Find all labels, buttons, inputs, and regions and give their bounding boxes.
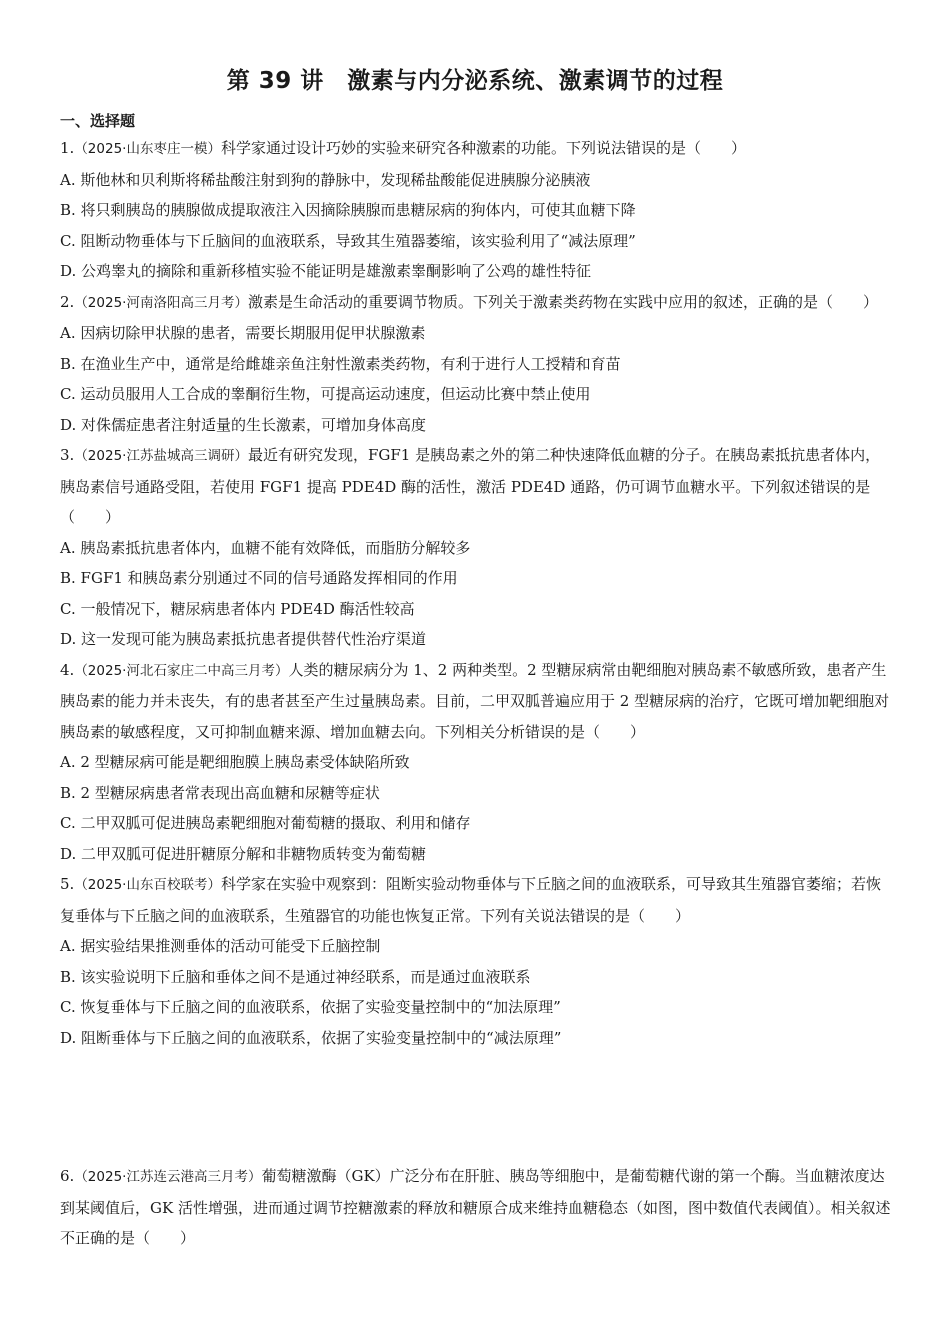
question-number: 3. <box>60 446 75 464</box>
question-group-1-5 <box>60 133 892 1053</box>
question-number: 5. <box>60 875 75 893</box>
question-source: （2025·山东枣庄一模） <box>74 141 221 157</box>
option-a: A. 据实验结果推测垂体的活动可能受下丘脑控制 <box>60 937 381 955</box>
question-stem: 人类的糖尿病分为 1、2 两种类型。2 型糖尿病常由靶细胞对胰岛素不敏感所致，患者产生胰岛素的能力并未丧失，有的患者甚至产生过量胰岛素。目前，二甲双胍普遍应用于 2 型糖尿病的治疗，它既可增加靶细胞对胰岛素的敏感程度，又可抑制血糖来源、增加血糖去向。下列相关分析错误的是（ ） <box>60 660 890 741</box>
question-source: （2025·河南洛阳高三月考） <box>74 294 248 311</box>
question-6 <box>60 1161 892 1254</box>
option-d: D. 公鸡睾丸的摘除和重新移植实验不能证明是雄激素睾酮影响了公鸡的雄性特征 <box>60 262 592 280</box>
section-heading: 一、选择题 <box>60 112 136 130</box>
option-c: C. 运动员服用人工合成的睾酮衍生物，可提高运动速度，但运动比赛中禁止使用 <box>60 385 591 403</box>
option-b: B. 在渔业生产中，通常是给雌雄亲鱼注射性激素类药物，有利于进行人工授精和育苗 <box>60 354 621 373</box>
question-stem: 激素是生命活动的重要调节物质。下列关于激素类药物在实践中应用的叙述，正确的是（ ） <box>247 292 878 311</box>
question-stem: 科学家通过设计巧妙的实验来研究各种激素的功能。下列说法错误的是（ ） <box>220 139 746 157</box>
option-a: A. 胰岛素抵抗患者体内，血糖不能有效降低，而脂肪分解较多 <box>60 538 471 557</box>
question-stem: 科学家在实验中观察到：阻断实验动物垂体与下丘脑之间的血液联系，可导致其生殖器官萎缩；若恢复垂体与下丘脑之间的血液联系，生殖器官的功能也恢复正常。下列有关说法错误的是（ ） <box>60 875 881 925</box>
option-d: D. 这一发现可能为胰岛素抵抗患者提供替代性治疗渠道 <box>60 630 427 648</box>
option-a: A. 2 型糖尿病可能是靶细胞膜上胰岛素受体缺陷所致 <box>60 753 410 771</box>
question-group-6 <box>60 1161 892 1254</box>
question-4 <box>60 655 892 748</box>
question-stem: 葡萄糖激酶（GK）广泛分布在肝脏、胰岛等细胞中，是葡萄糖代谢的第一个酶。当血糖浓度达到某阈值后，GK 活性增强，进而通过调节控糖激素的释放和糖原合成来维持血糖稳态（如图，图中数值代表阈值）。相关叙述不正确的是（ ） <box>60 1167 891 1247</box>
question-source: （2025·河北石家庄二中高三月考） <box>74 662 289 679</box>
question-number: 1. <box>60 139 75 157</box>
option-a: A. 斯他林和贝利斯将稀盐酸注射到狗的静脉中，发现稀盐酸能促进胰腺分泌胰液 <box>60 170 591 189</box>
option-b: B. 将只剩胰岛的胰腺做成提取液注入因摘除胰腺而患糖尿病的狗体内，可使其血糖下降 <box>60 201 636 219</box>
question-2 <box>60 287 892 319</box>
question-number: 2. <box>60 292 75 311</box>
option-c: C. 恢复垂体与下丘脑之间的血液联系，依据了实验变量控制中的“加法原理” <box>60 998 561 1016</box>
option-c: C. 二甲双胍可促进胰岛素靶细胞对葡萄糖的摄取、利用和储存 <box>60 814 471 832</box>
option-d: D. 阻断垂体与下丘脑之间的血液联系，依据了实验变量控制中的“减法原理” <box>60 1028 562 1047</box>
question-source: （2025·江苏盐城高三调研） <box>74 448 248 464</box>
option-a: A. 因病切除甲状腺的患者，需要长期服用促甲状腺激素 <box>60 324 426 342</box>
page-title: 第 39 讲 激素与内分泌系统、激素调节的过程 <box>226 68 724 94</box>
question-number: 6. <box>60 1167 75 1185</box>
question-1 <box>60 133 892 165</box>
option-b: B. 该实验说明下丘脑和垂体之间不是通过神经联系，而是通过血液联系 <box>60 967 531 986</box>
question-stem: 最近有研究发现，FGF1 是胰岛素之外的第二种快速降低血糖的分子。在胰岛素抵抗患者体内，胰岛素信号通路受阻，若使用 FGF1 提高 PDE4D 酶的活性，激活 PDE4D 通路，仍可调节血糖水平。下列叙述错误的是（ ） <box>60 446 881 526</box>
question-3 <box>60 440 892 533</box>
question-source: （2025·江苏连云港高三月考） <box>74 1169 262 1185</box>
question-source: （2025·山东百校联考） <box>74 877 221 893</box>
option-d: D. 二甲双胍可促进肝糖原分解和非糖物质转变为葡萄糖 <box>60 844 427 863</box>
option-b: B. 2 型糖尿病患者常表现出高血糖和尿糖等症状 <box>60 783 380 802</box>
option-c: C. 阻断动物垂体与下丘脑间的血液联系，导致其生殖器萎缩，该实验利用了“减法原理” <box>60 231 636 250</box>
option-d: D. 对侏儒症患者注射适量的生长激素，可增加身体高度 <box>60 415 427 434</box>
option-c: C. 一般情况下，糖尿病患者体内 PDE4D 酶活性较高 <box>60 599 415 618</box>
option-b: B. FGF1 和胰岛素分别通过不同的信号通路发挥相同的作用 <box>60 569 458 587</box>
question-5 <box>60 869 892 931</box>
question-number: 4. <box>60 660 75 679</box>
